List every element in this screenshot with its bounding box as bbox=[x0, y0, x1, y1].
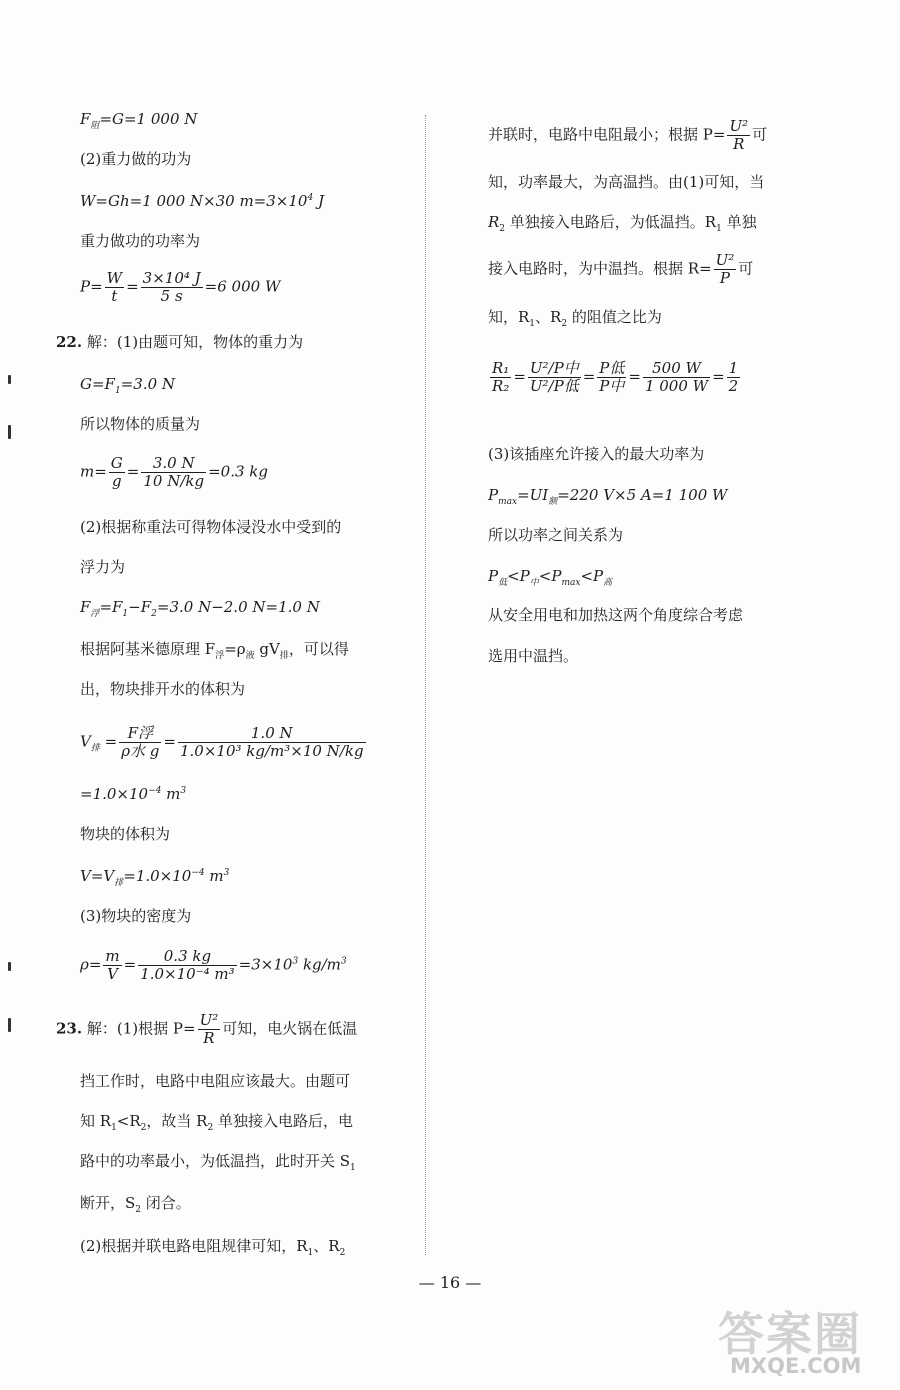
line-q23-2: 挡工作时，电路中电阻应该最大。由题可 bbox=[80, 1072, 351, 1090]
line-density-heading: (3)物块的密度为 bbox=[80, 907, 192, 925]
binding-mark bbox=[8, 1018, 11, 1032]
binding-mark bbox=[8, 425, 11, 439]
line-gravity-work-heading: (2)重力做的功为 bbox=[80, 150, 192, 168]
line-r8: 所以功率之间关系为 bbox=[488, 526, 624, 544]
line-r5: 知，$R_1$、$R_2$ 的阻值之比为 bbox=[488, 308, 662, 329]
line-buoyancy-eq: $F_浮=F_1-F_2=3.0$ N−2.0 N=1.0 N bbox=[80, 598, 320, 619]
line-buoyancy-1: (2)根据称重法可得物体浸没水中受到的 bbox=[80, 518, 342, 536]
line-q23-4: 路中的功率最小，为低温挡，此时开关 $S_1$ bbox=[80, 1152, 356, 1173]
line-volume-heading: 物块的体积为 bbox=[80, 825, 171, 843]
line-r2: 知，功率最大，为高温挡。由(1)可知，当 bbox=[488, 173, 765, 191]
line-weight: $G=F_1=3.0$ N bbox=[80, 375, 176, 396]
line-volume-eq: $V_排$ = F浮 ρ水 g = $\frac{1.0 N}{\text{1.0×10³ kg/m³×10 N/kg}}$ bbox=[80, 724, 364, 760]
question-22: 22. 解：(1)由题可知，物体的重力为 bbox=[56, 333, 304, 351]
line-density-eq: ρ= $\frac{m}{V}$ = $\frac{0.3 kg}{\text{1.0×10⁻⁴ m³}}$ $=3\times 10^3$ $kg/m^3$ bbox=[80, 947, 347, 983]
watermark-logo: 答案圈 MXQE.COM bbox=[718, 1307, 862, 1378]
page-number: — 16 — bbox=[418, 1273, 482, 1292]
line-volume-eq2: $V=V_排=1.0\times 10^{-4}$ $m^3$ bbox=[80, 867, 230, 888]
line-r9: $P_低<P_中<P_{max}<P_高$ bbox=[488, 567, 613, 588]
line-ratio-eq: $\frac{\text{R₁}}{\text{R₂}}$ = U²/P中 U²/P低 = P低 P中 = $\frac{500 W}{1 000 W}$ = $\frac{1}{2}$ bbox=[492, 359, 739, 395]
line-archimedes-1: 根据阿基米德原理 $F_浮=\rho_液$ $gV_排$，可以得 bbox=[80, 640, 349, 661]
line-r11: 选用中温挡。 bbox=[488, 647, 579, 665]
line-mass-eq: m= $\frac{G}{g}$ = $\frac{3.0 N}{10 N/kg}$ =0.3 kg bbox=[80, 454, 268, 490]
line-q23-5: 断开，$S_2$ 闭合。 bbox=[80, 1194, 191, 1215]
line-mass-heading: 所以物体的质量为 bbox=[80, 415, 201, 433]
line-r3: $R_2$ 单独接入电路后，为低温挡。$R_1$ 单独 bbox=[488, 213, 757, 234]
line-buoyancy-2: 浮力为 bbox=[80, 558, 126, 576]
line-r6: (3)该插座允许接入的最大功率为 bbox=[488, 445, 705, 463]
question-23: 23. 解：(1)根据 P= $\frac{\text{U²}}{R}$ 可知，电火锅在低温 bbox=[56, 1011, 358, 1047]
line-r10: 从安全用电和加热这两个角度综合考虑 bbox=[488, 606, 744, 624]
line-q23-3: 知 $R_1<R_2$，故当 $R_2$ 单独接入电路后，电 bbox=[80, 1112, 353, 1133]
line-archimedes-2: 出，物块排开水的体积为 bbox=[80, 680, 246, 698]
line-q23-6: (2)根据并联电路电阻规律可知，$R_1$、$R_2$ bbox=[80, 1237, 346, 1258]
binding-mark bbox=[8, 962, 11, 971]
line-volume-result: $=1.0\times 10^{-4}$ $m^3$ bbox=[80, 785, 187, 803]
line-power-eq: P= $\frac{W}{t}$ = $\frac{\text{3×10⁴ J}}{5 s}$ =6 000 W bbox=[80, 269, 281, 305]
line-r7: $P_{max}=UI_额=220$ V×5 A=1 100 W bbox=[488, 486, 728, 507]
line-friction: $F_阻=G=1$ 000 N bbox=[80, 110, 198, 131]
line-work-eq: W=Gh=1 000 N×30 $m=3\times 10^4$ J bbox=[80, 192, 324, 210]
line-r1: 并联时，电路中电阻最小；根据 P= $\frac{\text{U²}}{R}$ 可 bbox=[488, 117, 768, 153]
line-power-heading: 重力做功的功率为 bbox=[80, 232, 201, 250]
binding-mark bbox=[8, 375, 11, 384]
column-divider bbox=[425, 115, 426, 1255]
line-r4: 接入电路时，为中温挡。根据 R= $\frac{\text{U²}}{P}$ 可 bbox=[488, 251, 754, 287]
